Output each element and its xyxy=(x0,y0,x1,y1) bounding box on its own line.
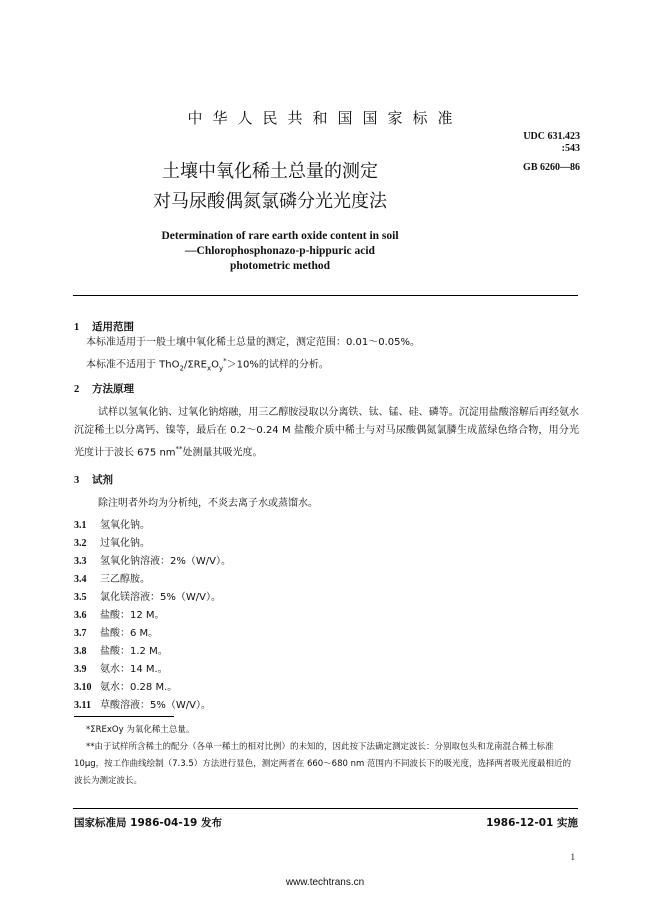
udc-line-2: :543 xyxy=(561,143,580,154)
cn-title-line-1: 土壤中氧化稀土总量的测定 xyxy=(162,161,378,182)
reagent-number: 3.11 xyxy=(74,700,91,711)
reagent-number: 3.4 xyxy=(74,574,87,585)
section-3-heading xyxy=(74,472,113,487)
reagent-number: 3.1 xyxy=(74,520,87,531)
reagent-number: 3.2 xyxy=(74,538,87,549)
reagent-number: 3.3 xyxy=(74,556,87,567)
en-title-line-1: Determination of rare earth oxide content in soil xyxy=(161,230,399,242)
section-3-title: 试剂 xyxy=(92,474,113,486)
reagent-text: 氨水：0.28 M.。 xyxy=(100,682,178,693)
section-1-para-1: 本标准适用于一般土壤中氧化稀土总量的测定，测定范围：0.01～0.05%。 xyxy=(86,337,421,348)
s2-text-b: 处测量其吸光度。 xyxy=(182,447,263,459)
footnote-divider xyxy=(74,716,174,717)
reagent-item xyxy=(74,660,168,675)
reagent-text: 过氧化钠。 xyxy=(100,538,150,549)
section-1-number: 1 xyxy=(74,322,80,333)
section-1-title: 适用范围 xyxy=(92,321,134,333)
reagent-text: 盐酸：6 M。 xyxy=(100,628,159,639)
reagent-number: 3.10 xyxy=(74,682,92,693)
en-title-line-2: —Chlorophosphonazo-p-hippuric acid xyxy=(185,245,375,257)
s2-text-a: 试样以氢氧化钠、过氧化钠熔融，用三乙醇胺浸取以分离铁、钛、锰、硅、磷等。沉淀用盐酸溶解后再经氨水沉淀稀土以分离钙、镍等，最后在 0.2～0.24 M 盐酸介质中稀土与对马尿酸偶氮氯膦生成蓝绿色络合物，用分光光度计于波长 675 nm xyxy=(74,407,579,459)
section-2-heading xyxy=(74,381,134,396)
reagent-item xyxy=(74,624,158,639)
s2-sup: ** xyxy=(175,445,183,453)
section-2-number: 2 xyxy=(74,384,80,395)
udc-code xyxy=(470,131,580,155)
reagent-text: 三乙醇胺。 xyxy=(100,574,150,585)
reagent-text: 盐酸：12 M。 xyxy=(100,610,165,621)
website-link[interactable]: www.techtrans.cn xyxy=(285,877,365,888)
footnote-2 xyxy=(74,739,579,790)
reagent-text: 氢氧化钠溶液：2%（W/V）。 xyxy=(100,556,231,567)
reagent-number: 3.9 xyxy=(74,664,87,675)
reagent-item xyxy=(74,552,231,567)
reagent-number: 3.8 xyxy=(74,646,87,657)
section-2-title: 方法原理 xyxy=(92,383,134,395)
reagent-text: 氨水：14 M.。 xyxy=(100,664,168,675)
p2-sup: * xyxy=(223,357,227,365)
reagent-item xyxy=(74,534,150,549)
header-divider xyxy=(73,295,578,296)
reagent-item xyxy=(74,696,211,711)
p2-sub-2: x xyxy=(206,364,212,373)
reagent-number: 3.6 xyxy=(74,610,87,621)
gb-code: GB 6260—86 xyxy=(523,162,580,173)
reagent-item xyxy=(74,570,150,585)
reagent-text: 氢氧化钠。 xyxy=(100,520,150,531)
footnote-2-text: **由于试样所含稀土的配分（各单一稀土的相对比例）的未知的，因此按下法确定测定波长：分别取包头和龙南混合稀土标准 10μg，按工作曲线绘制（7.3.5）方法进行显色，测定两者在 660～680 nm 范围内不同波长下的吸光度，选择两者吸光度最相近的波长为测定波长。 xyxy=(74,742,571,786)
reagent-text: 草酸溶液：5%（W/V）。 xyxy=(100,700,211,711)
reagent-number: 3.5 xyxy=(74,592,87,603)
p2-text-b: /ΣRE xyxy=(183,359,207,371)
reagent-item xyxy=(74,642,168,657)
section-3-number: 3 xyxy=(74,475,80,486)
en-title xyxy=(0,229,560,274)
reagent-item xyxy=(74,606,165,621)
p2-sub-1: 2 xyxy=(179,364,184,373)
cn-title-line-2: 对马尿酸偶氮氯磷分光光度法 xyxy=(153,191,387,212)
reagent-text: 氯化镁溶液：5%（W/V）。 xyxy=(100,592,221,603)
p2-sub-3: y xyxy=(218,364,224,373)
footer-divider xyxy=(73,808,578,809)
footnote-1: *ΣRExOy 为氧化稀土总量。 xyxy=(86,725,195,735)
en-title-line-3: photometric method xyxy=(230,260,330,272)
reagent-item xyxy=(74,678,177,693)
issue-date: 国家标准局 1986-04-19 发布 xyxy=(74,817,222,829)
section-1-heading xyxy=(74,319,134,334)
udc-line-1: UDC 631.423 xyxy=(523,131,580,142)
p2-text-a: 本标准不适用于 ThO xyxy=(86,359,180,371)
reagent-text: 盐酸：1.2 M。 xyxy=(100,646,168,657)
section-2-para xyxy=(74,404,579,462)
section-3-intro: 除注明者外均为分析纯，不炎去离子水或蒸馏水。 xyxy=(98,498,318,509)
reagent-item xyxy=(74,516,150,531)
p2-text-c: O xyxy=(211,359,219,371)
page-number: 1 xyxy=(570,852,575,862)
reagent-item xyxy=(74,588,221,603)
p2-text-d: ＞10%的试样的分析。 xyxy=(226,359,329,371)
reagent-number: 3.7 xyxy=(74,628,87,639)
standard-title: 中华人民共和国国家标准 xyxy=(187,109,463,127)
section-1-para-2 xyxy=(86,352,576,377)
effective-date: 1986-12-01 实施 xyxy=(486,817,578,829)
